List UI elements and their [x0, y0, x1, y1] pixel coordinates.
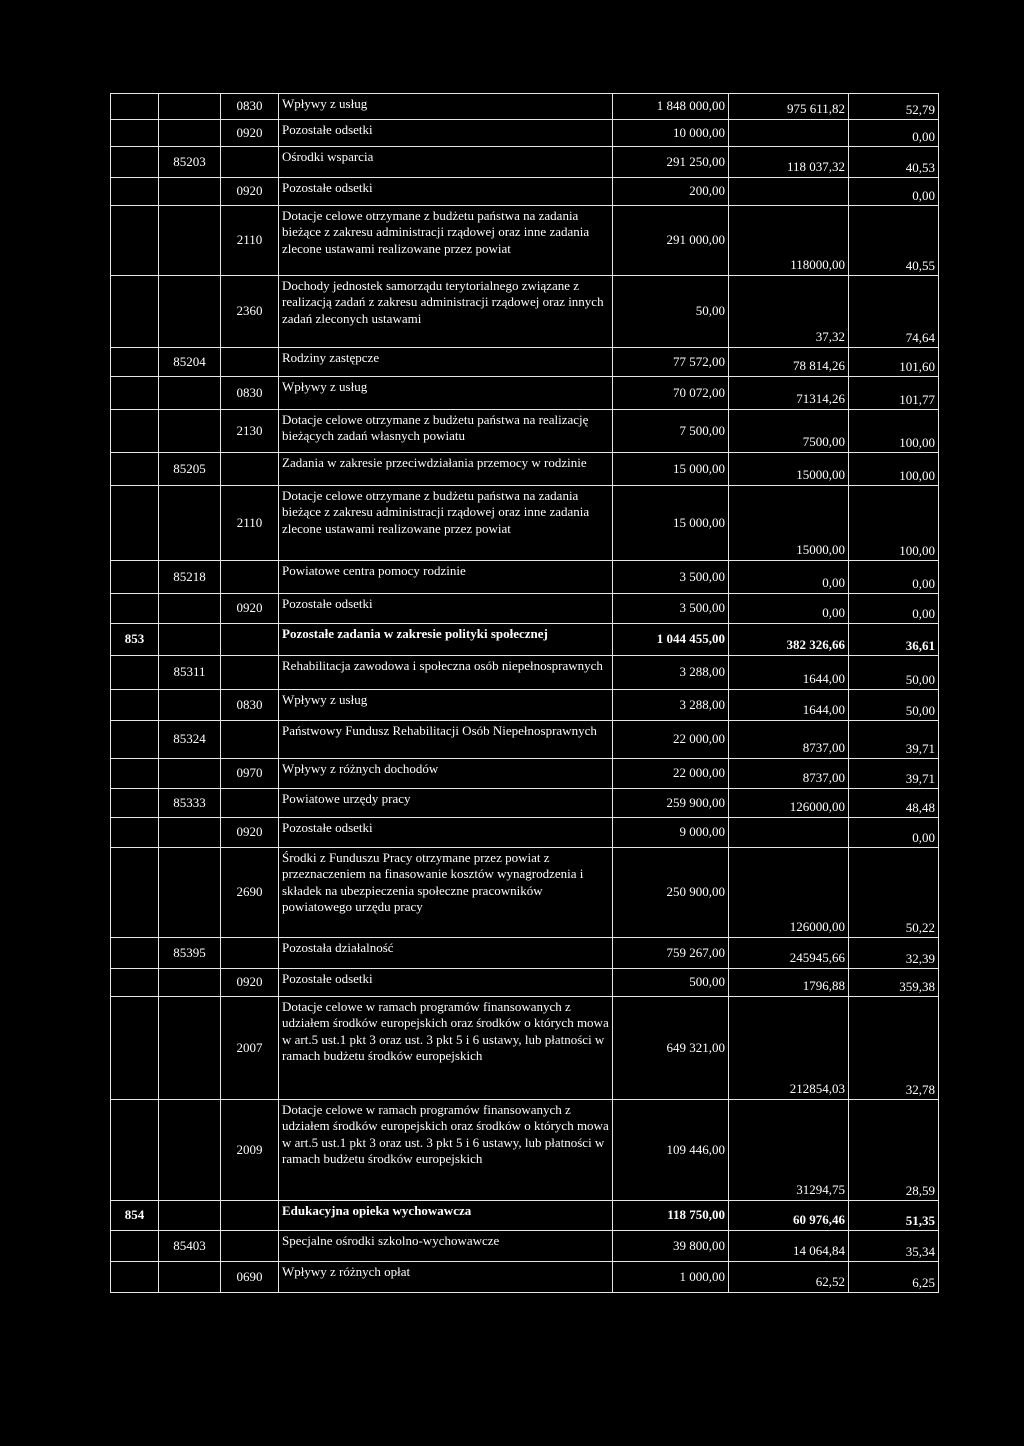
- chapter-code-cell: [159, 759, 221, 789]
- section-code-cell: [111, 969, 159, 997]
- description-cell: Pozostałe odsetki: [279, 120, 613, 147]
- description-cell: Powiatowe urzędy pracy: [279, 789, 613, 818]
- table-row: [111, 594, 939, 624]
- table-row: [111, 1231, 939, 1262]
- plan-amount-cell: 3 288,00: [613, 656, 729, 690]
- percent-cell: 51,35: [849, 1201, 939, 1231]
- paragraph-code-cell: 2009: [221, 1100, 279, 1201]
- chapter-code-cell: [159, 1201, 221, 1231]
- executed-amount-cell: [729, 120, 849, 147]
- table-row: [111, 938, 939, 969]
- percent-cell: 35,34: [849, 1231, 939, 1262]
- plan-amount-cell: 50,00: [613, 276, 729, 348]
- description-cell: Pozostałe odsetki: [279, 594, 613, 624]
- paragraph-code-cell: [221, 721, 279, 759]
- plan-amount-cell: 1 848 000,00: [613, 94, 729, 120]
- plan-amount-cell: 70 072,00: [613, 377, 729, 410]
- section-code-cell: [111, 789, 159, 818]
- chapter-code-cell: [159, 690, 221, 721]
- table-row: [111, 453, 939, 486]
- executed-amount-cell: 126000,00: [729, 789, 849, 818]
- chapter-code-cell: [159, 997, 221, 1100]
- percent-cell: 101,60: [849, 348, 939, 377]
- percent-cell: 50,22: [849, 848, 939, 938]
- section-code-cell: [111, 1262, 159, 1293]
- paragraph-code-cell: 2007: [221, 997, 279, 1100]
- executed-amount-cell: 62,52: [729, 1262, 849, 1293]
- table-row: [111, 94, 939, 120]
- paragraph-code-cell: [221, 789, 279, 818]
- description-cell: Dotacje celowe w ramach programów finansowanych z udziałem środków europejskich oraz środków o których mowa w art.5 ust.1 pkt 3 oraz ust. 3 pkt 5 i 6 ustawy, lub płatności w ramach budżetu środków europejskich: [279, 997, 613, 1100]
- chapter-code-cell: [159, 206, 221, 276]
- plan-amount-cell: 259 900,00: [613, 789, 729, 818]
- section-code-cell: [111, 276, 159, 348]
- table-row: [111, 997, 939, 1100]
- plan-amount-cell: 109 446,00: [613, 1100, 729, 1201]
- executed-amount-cell: 15000,00: [729, 453, 849, 486]
- percent-cell: 0,00: [849, 561, 939, 594]
- executed-amount-cell: 245945,66: [729, 938, 849, 969]
- table-row: [111, 147, 939, 178]
- section-code-cell: [111, 453, 159, 486]
- percent-cell: 36,61: [849, 624, 939, 656]
- percent-cell: 0,00: [849, 120, 939, 147]
- table-row: [111, 178, 939, 206]
- description-cell: Powiatowe centra pomocy rodzinie: [279, 561, 613, 594]
- description-cell: Państwowy Fundusz Rehabilitacji Osób Niepełnosprawnych: [279, 721, 613, 759]
- percent-cell: 39,71: [849, 721, 939, 759]
- description-cell: Specjalne ośrodki szkolno-wychowawcze: [279, 1231, 613, 1262]
- paragraph-code-cell: 0920: [221, 120, 279, 147]
- table-row: [111, 690, 939, 721]
- table-row: [111, 486, 939, 561]
- paragraph-code-cell: 2130: [221, 410, 279, 453]
- paragraph-code-cell: [221, 453, 279, 486]
- percent-cell: 0,00: [849, 178, 939, 206]
- percent-cell: 0,00: [849, 594, 939, 624]
- table-row: [111, 1201, 939, 1231]
- section-code-cell: [111, 1100, 159, 1201]
- description-cell: Dotacje celowe w ramach programów finansowanych z udziałem środków europejskich oraz środków o których mowa w art.5 ust.1 pkt 3 oraz ust. 3 pkt 5 i 6 ustawy, lub płatności w ramach budżetu środków europejskich: [279, 1100, 613, 1201]
- table-row: [111, 377, 939, 410]
- description-cell: Wpływy z różnych dochodów: [279, 759, 613, 789]
- plan-amount-cell: 759 267,00: [613, 938, 729, 969]
- executed-amount-cell: 975 611,82: [729, 94, 849, 120]
- section-code-cell: [111, 377, 159, 410]
- paragraph-code-cell: 0920: [221, 594, 279, 624]
- percent-cell: 100,00: [849, 453, 939, 486]
- chapter-code-cell: [159, 276, 221, 348]
- table-row: [111, 789, 939, 818]
- plan-amount-cell: 7 500,00: [613, 410, 729, 453]
- description-cell: Dochody jednostek samorządu terytorialnego związane z realizacją zadań z zakresu administracji rządowej oraz innych zadań zleconych ustawami: [279, 276, 613, 348]
- paragraph-code-cell: 0920: [221, 178, 279, 206]
- percent-cell: 101,77: [849, 377, 939, 410]
- section-code-cell: [111, 94, 159, 120]
- paragraph-code-cell: [221, 938, 279, 969]
- paragraph-code-cell: [221, 624, 279, 656]
- chapter-code-cell: [159, 848, 221, 938]
- table-row: [111, 410, 939, 453]
- description-cell: Wpływy z usług: [279, 94, 613, 120]
- plan-amount-cell: 291 250,00: [613, 147, 729, 178]
- table-row: [111, 624, 939, 656]
- executed-amount-cell: [729, 818, 849, 848]
- plan-amount-cell: 77 572,00: [613, 348, 729, 377]
- chapter-code-cell: [159, 486, 221, 561]
- description-cell: Pozostałe odsetki: [279, 178, 613, 206]
- description-cell: Pozostałe odsetki: [279, 969, 613, 997]
- executed-amount-cell: 15000,00: [729, 486, 849, 561]
- description-cell: Rehabilitacja zawodowa i społeczna osób niepełnosprawnych: [279, 656, 613, 690]
- table-row: [111, 656, 939, 690]
- description-cell: Pozostała działalność: [279, 938, 613, 969]
- executed-amount-cell: 0,00: [729, 561, 849, 594]
- executed-amount-cell: 0,00: [729, 594, 849, 624]
- chapter-code-cell: [159, 594, 221, 624]
- plan-amount-cell: 1 044 455,00: [613, 624, 729, 656]
- section-code-cell: [111, 348, 159, 377]
- plan-amount-cell: 500,00: [613, 969, 729, 997]
- chapter-code-cell: 85204: [159, 348, 221, 377]
- section-code-cell: [111, 721, 159, 759]
- chapter-code-cell: [159, 178, 221, 206]
- section-code-cell: 854: [111, 1201, 159, 1231]
- percent-cell: 0,00: [849, 818, 939, 848]
- executed-amount-cell: 78 814,26: [729, 348, 849, 377]
- paragraph-code-cell: 0970: [221, 759, 279, 789]
- section-code-cell: [111, 147, 159, 178]
- executed-amount-cell: 1644,00: [729, 690, 849, 721]
- plan-amount-cell: 39 800,00: [613, 1231, 729, 1262]
- table-row: [111, 1100, 939, 1201]
- executed-amount-cell: 118000,00: [729, 206, 849, 276]
- table-row: [111, 276, 939, 348]
- chapter-code-cell: [159, 410, 221, 453]
- section-code-cell: [111, 486, 159, 561]
- executed-amount-cell: 31294,75: [729, 1100, 849, 1201]
- paragraph-code-cell: 0920: [221, 969, 279, 997]
- budget-revenue-table: [110, 93, 939, 1293]
- paragraph-code-cell: [221, 1201, 279, 1231]
- table-row: [111, 818, 939, 848]
- chapter-code-cell: [159, 377, 221, 410]
- description-cell: Zadania w zakresie przeciwdziałania przemocy w rodzinie: [279, 453, 613, 486]
- percent-cell: 40,53: [849, 147, 939, 178]
- paragraph-code-cell: 0690: [221, 1262, 279, 1293]
- table-row: [111, 721, 939, 759]
- executed-amount-cell: 126000,00: [729, 848, 849, 938]
- plan-amount-cell: 9 000,00: [613, 818, 729, 848]
- chapter-code-cell: [159, 120, 221, 147]
- section-code-cell: [111, 818, 159, 848]
- paragraph-code-cell: 0830: [221, 377, 279, 410]
- executed-amount-cell: 212854,03: [729, 997, 849, 1100]
- table-row: [111, 1262, 939, 1293]
- executed-amount-cell: 7500,00: [729, 410, 849, 453]
- executed-amount-cell: 60 976,46: [729, 1201, 849, 1231]
- description-cell: Dotacje celowe otrzymane z budżetu państwa na realizację bieżących zadań własnych powiatu: [279, 410, 613, 453]
- chapter-code-cell: 85395: [159, 938, 221, 969]
- executed-amount-cell: 71314,26: [729, 377, 849, 410]
- section-code-cell: [111, 656, 159, 690]
- percent-cell: 6,25: [849, 1262, 939, 1293]
- description-cell: Wpływy z różnych opłat: [279, 1262, 613, 1293]
- plan-amount-cell: 1 000,00: [613, 1262, 729, 1293]
- paragraph-code-cell: [221, 348, 279, 377]
- section-code-cell: [111, 594, 159, 624]
- plan-amount-cell: 200,00: [613, 178, 729, 206]
- table-row: [111, 561, 939, 594]
- plan-amount-cell: 291 000,00: [613, 206, 729, 276]
- chapter-code-cell: 85311: [159, 656, 221, 690]
- executed-amount-cell: 8737,00: [729, 759, 849, 789]
- paragraph-code-cell: 0830: [221, 94, 279, 120]
- plan-amount-cell: 22 000,00: [613, 721, 729, 759]
- plan-amount-cell: 3 500,00: [613, 561, 729, 594]
- table-row: [111, 120, 939, 147]
- description-cell: Edukacyjna opieka wychowawcza: [279, 1201, 613, 1231]
- plan-amount-cell: 3 500,00: [613, 594, 729, 624]
- chapter-code-cell: [159, 1262, 221, 1293]
- chapter-code-cell: [159, 818, 221, 848]
- executed-amount-cell: 1644,00: [729, 656, 849, 690]
- description-cell: Ośrodki wsparcia: [279, 147, 613, 178]
- chapter-code-cell: 85403: [159, 1231, 221, 1262]
- percent-cell: 52,79: [849, 94, 939, 120]
- section-code-cell: [111, 848, 159, 938]
- executed-amount-cell: [729, 178, 849, 206]
- table-row: [111, 348, 939, 377]
- chapter-code-cell: [159, 1100, 221, 1201]
- section-code-cell: [111, 206, 159, 276]
- plan-amount-cell: 250 900,00: [613, 848, 729, 938]
- percent-cell: 359,38: [849, 969, 939, 997]
- table-row: [111, 206, 939, 276]
- section-code-cell: 853: [111, 624, 159, 656]
- chapter-code-cell: 85205: [159, 453, 221, 486]
- section-code-cell: [111, 178, 159, 206]
- chapter-code-cell: 85333: [159, 789, 221, 818]
- executed-amount-cell: 8737,00: [729, 721, 849, 759]
- chapter-code-cell: [159, 624, 221, 656]
- description-cell: Dotacje celowe otrzymane z budżetu państwa na zadania bieżące z zakresu administracji rządowej oraz inne zadania zlecone ustawami realizowane przez powiat: [279, 206, 613, 276]
- plan-amount-cell: 118 750,00: [613, 1201, 729, 1231]
- percent-cell: 32,78: [849, 997, 939, 1100]
- description-cell: Dotacje celowe otrzymane z budżetu państwa na zadania bieżące z zakresu administracji rządowej oraz inne zadania zlecone ustawami realizowane przez powiat: [279, 486, 613, 561]
- percent-cell: 74,64: [849, 276, 939, 348]
- plan-amount-cell: 10 000,00: [613, 120, 729, 147]
- percent-cell: 32,39: [849, 938, 939, 969]
- executed-amount-cell: 118 037,32: [729, 147, 849, 178]
- executed-amount-cell: 1796,88: [729, 969, 849, 997]
- section-code-cell: [111, 1231, 159, 1262]
- percent-cell: 40,55: [849, 206, 939, 276]
- section-code-cell: [111, 561, 159, 594]
- plan-amount-cell: 15 000,00: [613, 453, 729, 486]
- plan-amount-cell: 22 000,00: [613, 759, 729, 789]
- paragraph-code-cell: 0920: [221, 818, 279, 848]
- plan-amount-cell: 649 321,00: [613, 997, 729, 1100]
- chapter-code-cell: 85324: [159, 721, 221, 759]
- paragraph-code-cell: 2110: [221, 486, 279, 561]
- chapter-code-cell: 85203: [159, 147, 221, 178]
- chapter-code-cell: 85218: [159, 561, 221, 594]
- table-body: [111, 94, 939, 1293]
- chapter-code-cell: [159, 94, 221, 120]
- table-row: [111, 848, 939, 938]
- percent-cell: 50,00: [849, 690, 939, 721]
- paragraph-code-cell: [221, 656, 279, 690]
- paragraph-code-cell: [221, 561, 279, 594]
- paragraph-code-cell: [221, 147, 279, 178]
- table-row: [111, 969, 939, 997]
- plan-amount-cell: 15 000,00: [613, 486, 729, 561]
- description-cell: Wpływy z usług: [279, 377, 613, 410]
- description-cell: Pozostałe odsetki: [279, 818, 613, 848]
- executed-amount-cell: 37,32: [729, 276, 849, 348]
- description-cell: Środki z Funduszu Pracy otrzymane przez powiat z przeznaczeniem na finasowanie kosztów wynagrodzenia i składek na ubezpieczenia społeczne pracowników powiatowego urzędu pracy: [279, 848, 613, 938]
- description-cell: Pozostałe zadania w zakresie polityki społecznej: [279, 624, 613, 656]
- section-code-cell: [111, 690, 159, 721]
- section-code-cell: [111, 120, 159, 147]
- percent-cell: 28,59: [849, 1100, 939, 1201]
- paragraph-code-cell: 2110: [221, 206, 279, 276]
- percent-cell: 48,48: [849, 789, 939, 818]
- paragraph-code-cell: 0830: [221, 690, 279, 721]
- percent-cell: 50,00: [849, 656, 939, 690]
- paragraph-code-cell: 2690: [221, 848, 279, 938]
- plan-amount-cell: 3 288,00: [613, 690, 729, 721]
- percent-cell: 100,00: [849, 486, 939, 561]
- executed-amount-cell: 382 326,66: [729, 624, 849, 656]
- chapter-code-cell: [159, 969, 221, 997]
- percent-cell: 39,71: [849, 759, 939, 789]
- paragraph-code-cell: 2360: [221, 276, 279, 348]
- description-cell: Wpływy z usług: [279, 690, 613, 721]
- section-code-cell: [111, 938, 159, 969]
- section-code-cell: [111, 759, 159, 789]
- section-code-cell: [111, 410, 159, 453]
- paragraph-code-cell: [221, 1231, 279, 1262]
- executed-amount-cell: 14 064,84: [729, 1231, 849, 1262]
- description-cell: Rodziny zastępcze: [279, 348, 613, 377]
- percent-cell: 100,00: [849, 410, 939, 453]
- table-row: [111, 759, 939, 789]
- section-code-cell: [111, 997, 159, 1100]
